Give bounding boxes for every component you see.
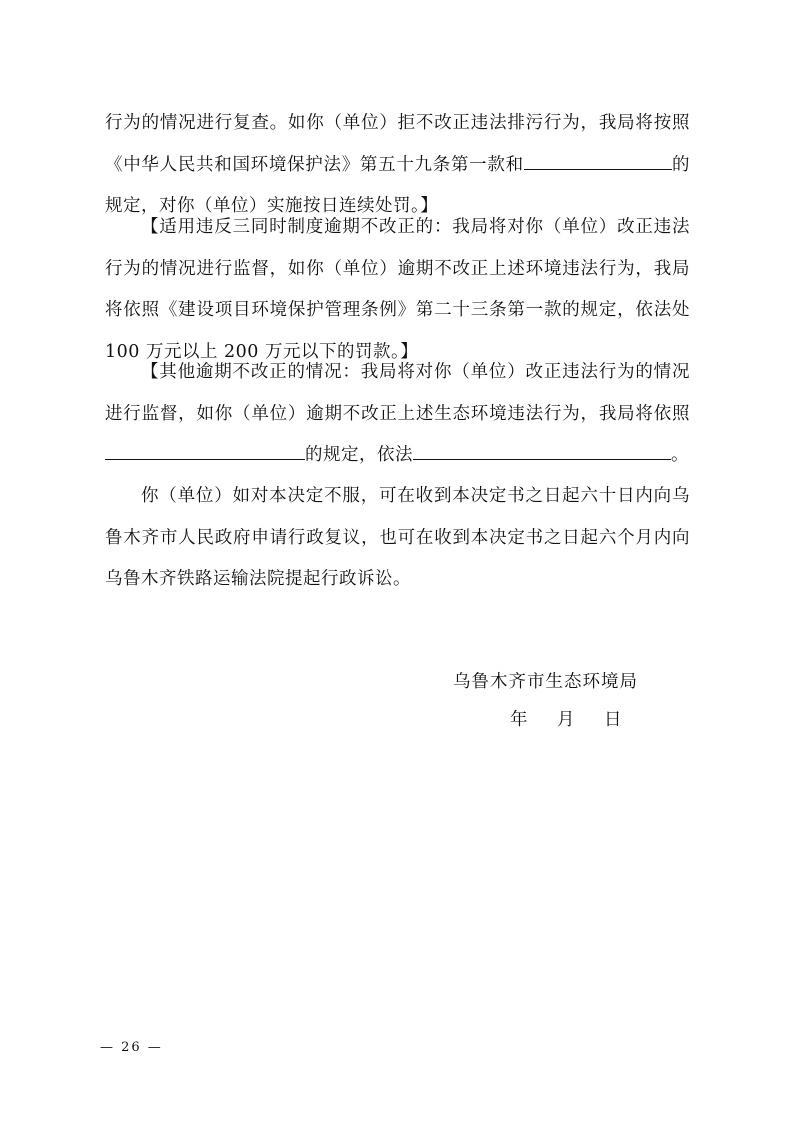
text-line: 【其他逾期不改正的情况：我局将对你（单位）改正违法行为的情况 [141,362,690,382]
text-segment: 《中华人民共和国环境保护法》第五十九条第一款和 [105,154,524,175]
issue-date: 年 月 日 [510,710,628,730]
text-line: 规定，对你（单位）实施按日连续处罚。】 [105,196,439,216]
text-segment: 的规定，依法 [305,445,413,465]
page-number: — 26 — [100,1040,163,1055]
fill-in-blank [105,445,305,460]
fill-in-blank [413,445,671,460]
text-line: 100 万元以上 200 万元以下的罚款。】 [105,341,419,362]
paragraph-appeal-rights [105,476,690,601]
paragraph-other-cases [105,352,690,477]
fill-in-blank [524,155,672,170]
text-segment: 。 [671,445,689,465]
text-line: 鲁木齐市人民政府申请行政复议，也可在收到本决定书之日起六个月内向 [105,527,690,548]
text-line [105,435,690,477]
text-line: 行为的情况进行复查。如你（单位）拒不改正违法排污行为，我局将按照 [105,113,690,133]
text-line: 你（单位）如对本决定不服，可在收到本决定书之日起六十日内向乌 [141,486,690,506]
text-line: 乌鲁木齐铁路运输法院提起行政诉讼。 [105,569,411,589]
text-segment: 的 [671,154,691,175]
paragraph-three-simultaneous [105,207,690,373]
issuing-agency: 乌鲁木齐市生态环境局 [453,672,638,692]
text-line: 将依照《建设项目环境保护管理条例》第二十三条第一款的规定，依法处 [105,300,690,320]
text-line: 进行监督，如你（单位）逾期不改正上述生态环境违法行为，我局将依照 [105,403,690,424]
text-line: 行为的情况进行监督，如你（单位）逾期不改正上述环境违法行为，我局 [105,258,690,279]
text-line: 【适用违反三同时制度逾期不改正的：我局将对你（单位）改正违法 [141,217,690,237]
text-line [105,145,690,187]
